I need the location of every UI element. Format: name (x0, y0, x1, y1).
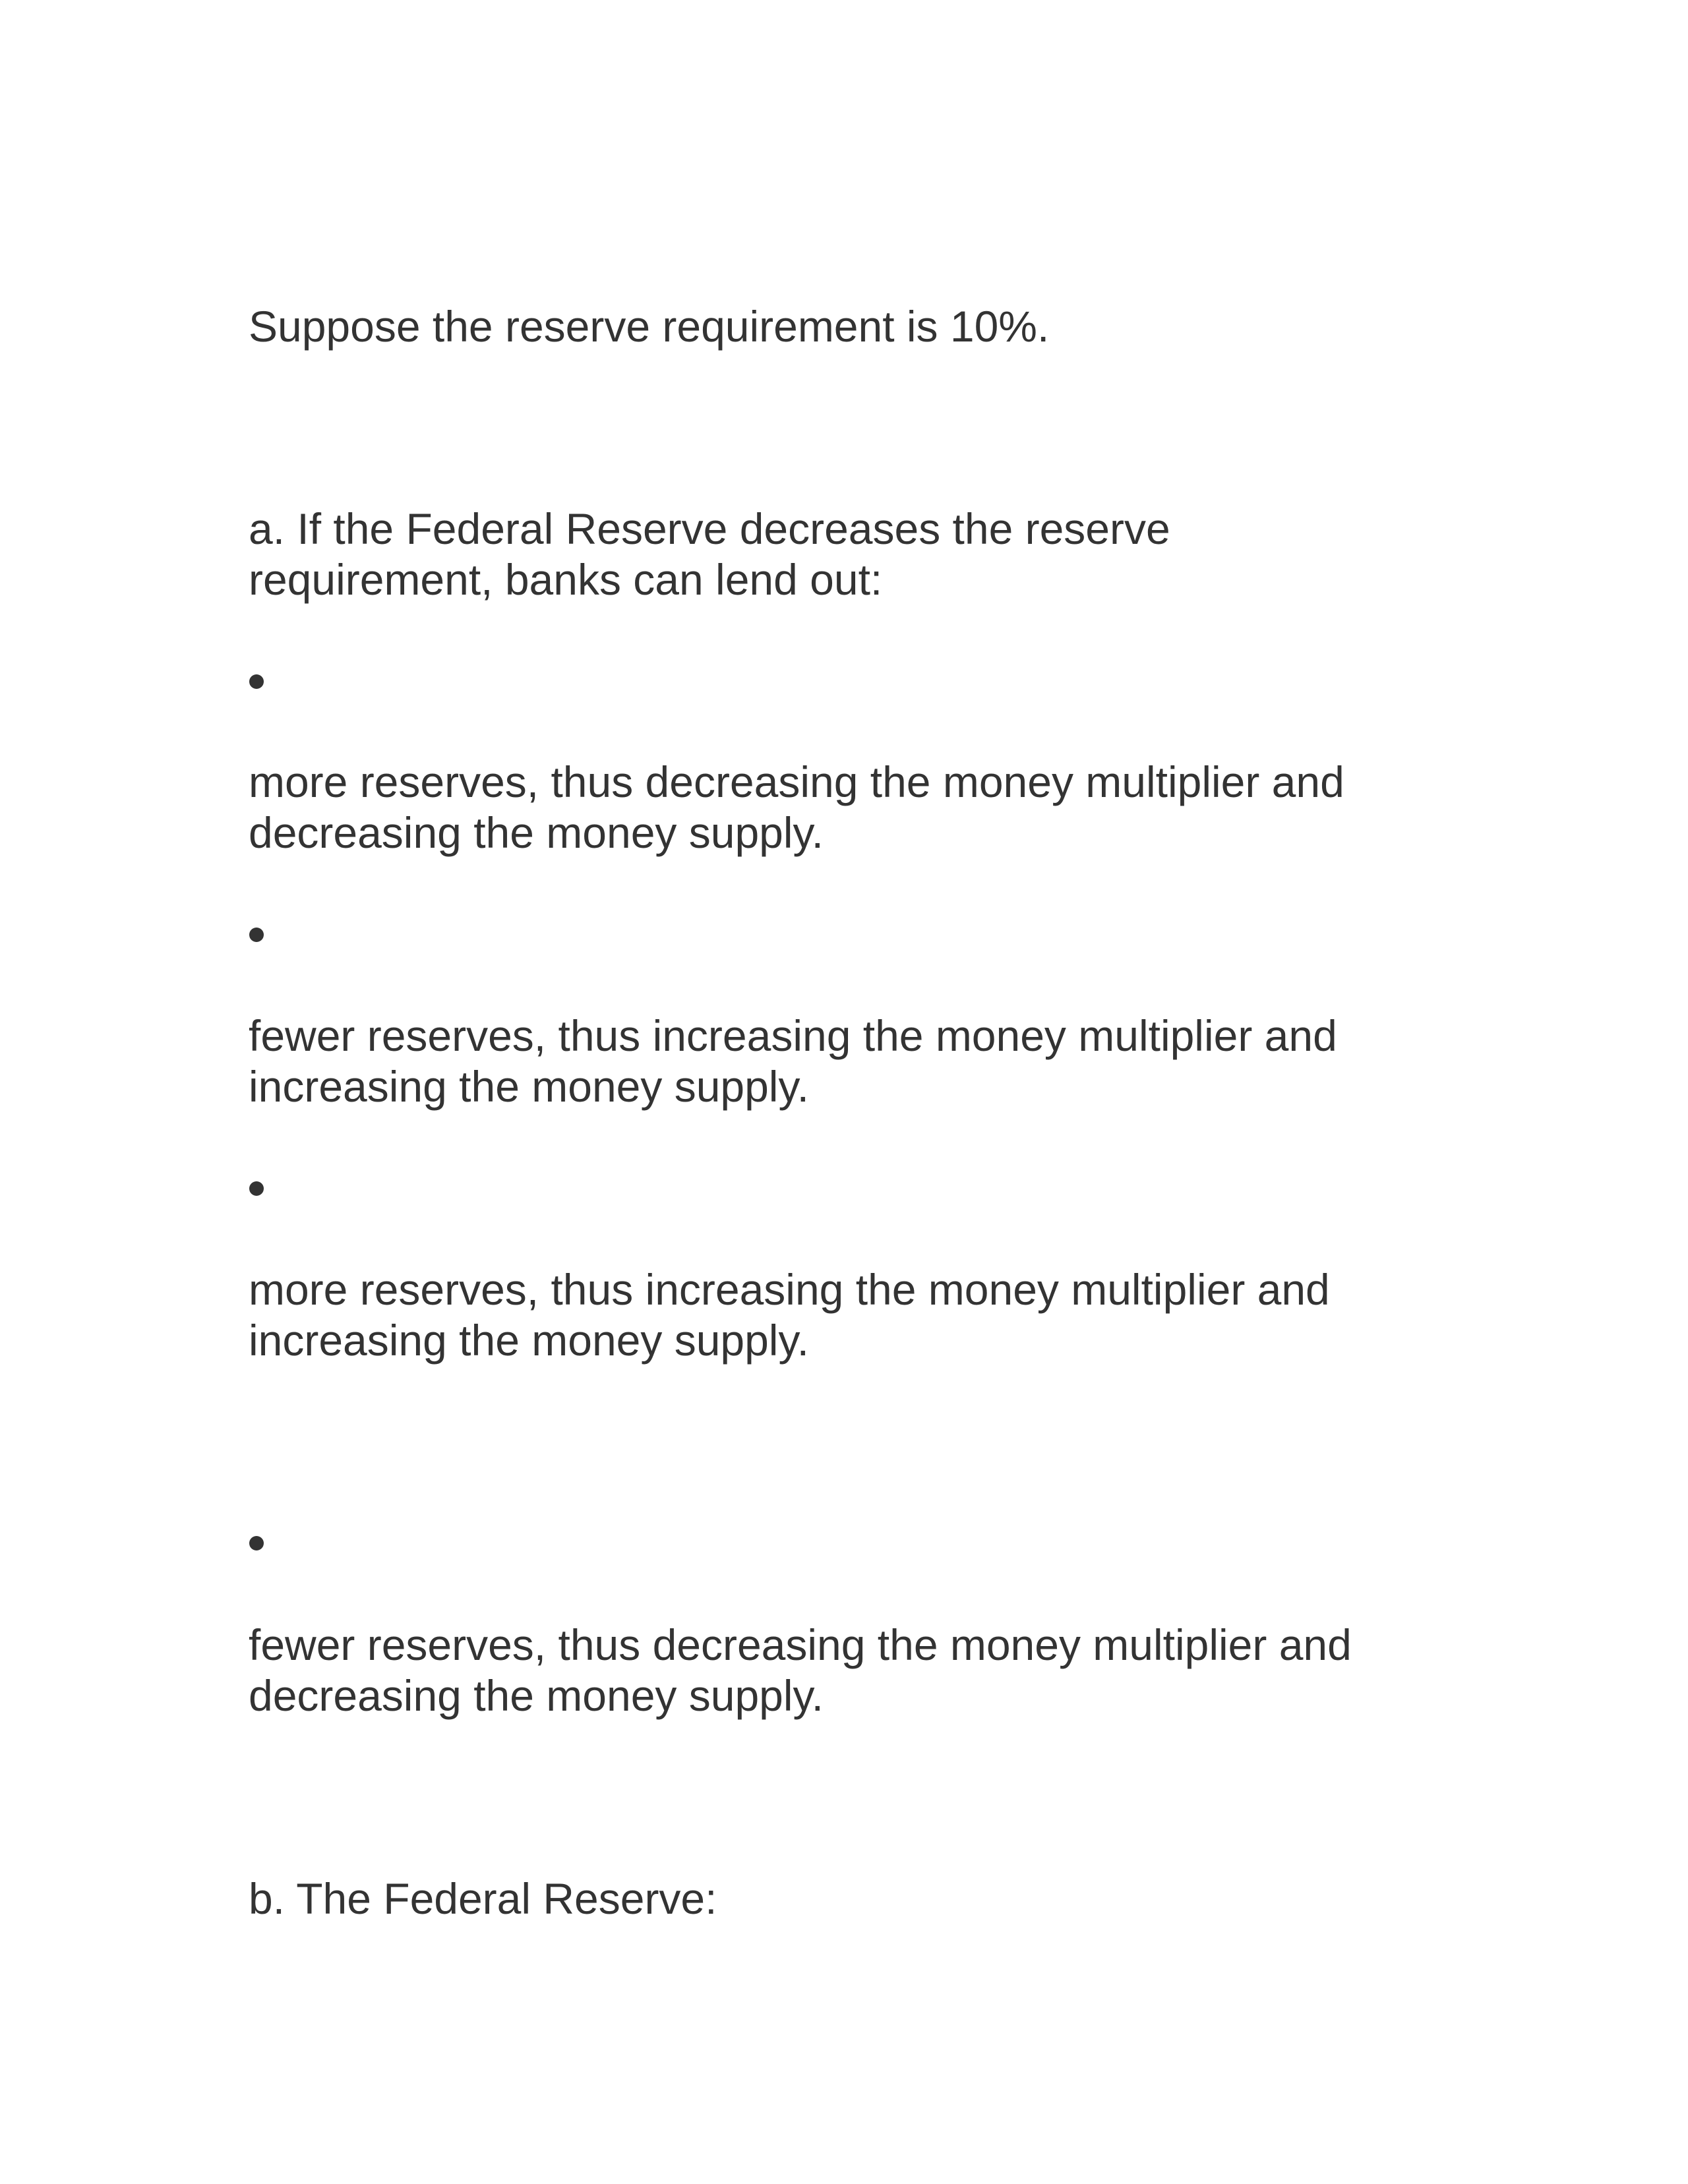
option-a3-bullet[interactable] (249, 1181, 264, 1196)
option-a1-text[interactable]: more reserves, thus decreasing the money multiplier and decreasing the money supply. (249, 757, 1344, 857)
option-a4-text[interactable]: fewer reserves, thus decreasing the money multiplier and decreasing the money supply. (249, 1620, 1352, 1720)
option-a2-bullet[interactable] (249, 928, 264, 942)
option-a2-text[interactable]: fewer reserves, thus increasing the money multiplier and increasing the money supply. (249, 1011, 1337, 1111)
option-a4-bullet[interactable] (249, 1536, 264, 1550)
intro-text: Suppose the reserve requirement is 10%. (249, 302, 1050, 351)
option-a1-bullet[interactable] (249, 674, 264, 689)
question-a-prompt: a. If the Federal Reserve decreases the reserve requirement, banks can lend out: (249, 504, 1170, 604)
question-b-prompt: b. The Federal Reserve: (249, 1874, 717, 1923)
option-a3-text[interactable]: more reserves, thus increasing the money multiplier and increasing the money supply. (249, 1265, 1330, 1365)
